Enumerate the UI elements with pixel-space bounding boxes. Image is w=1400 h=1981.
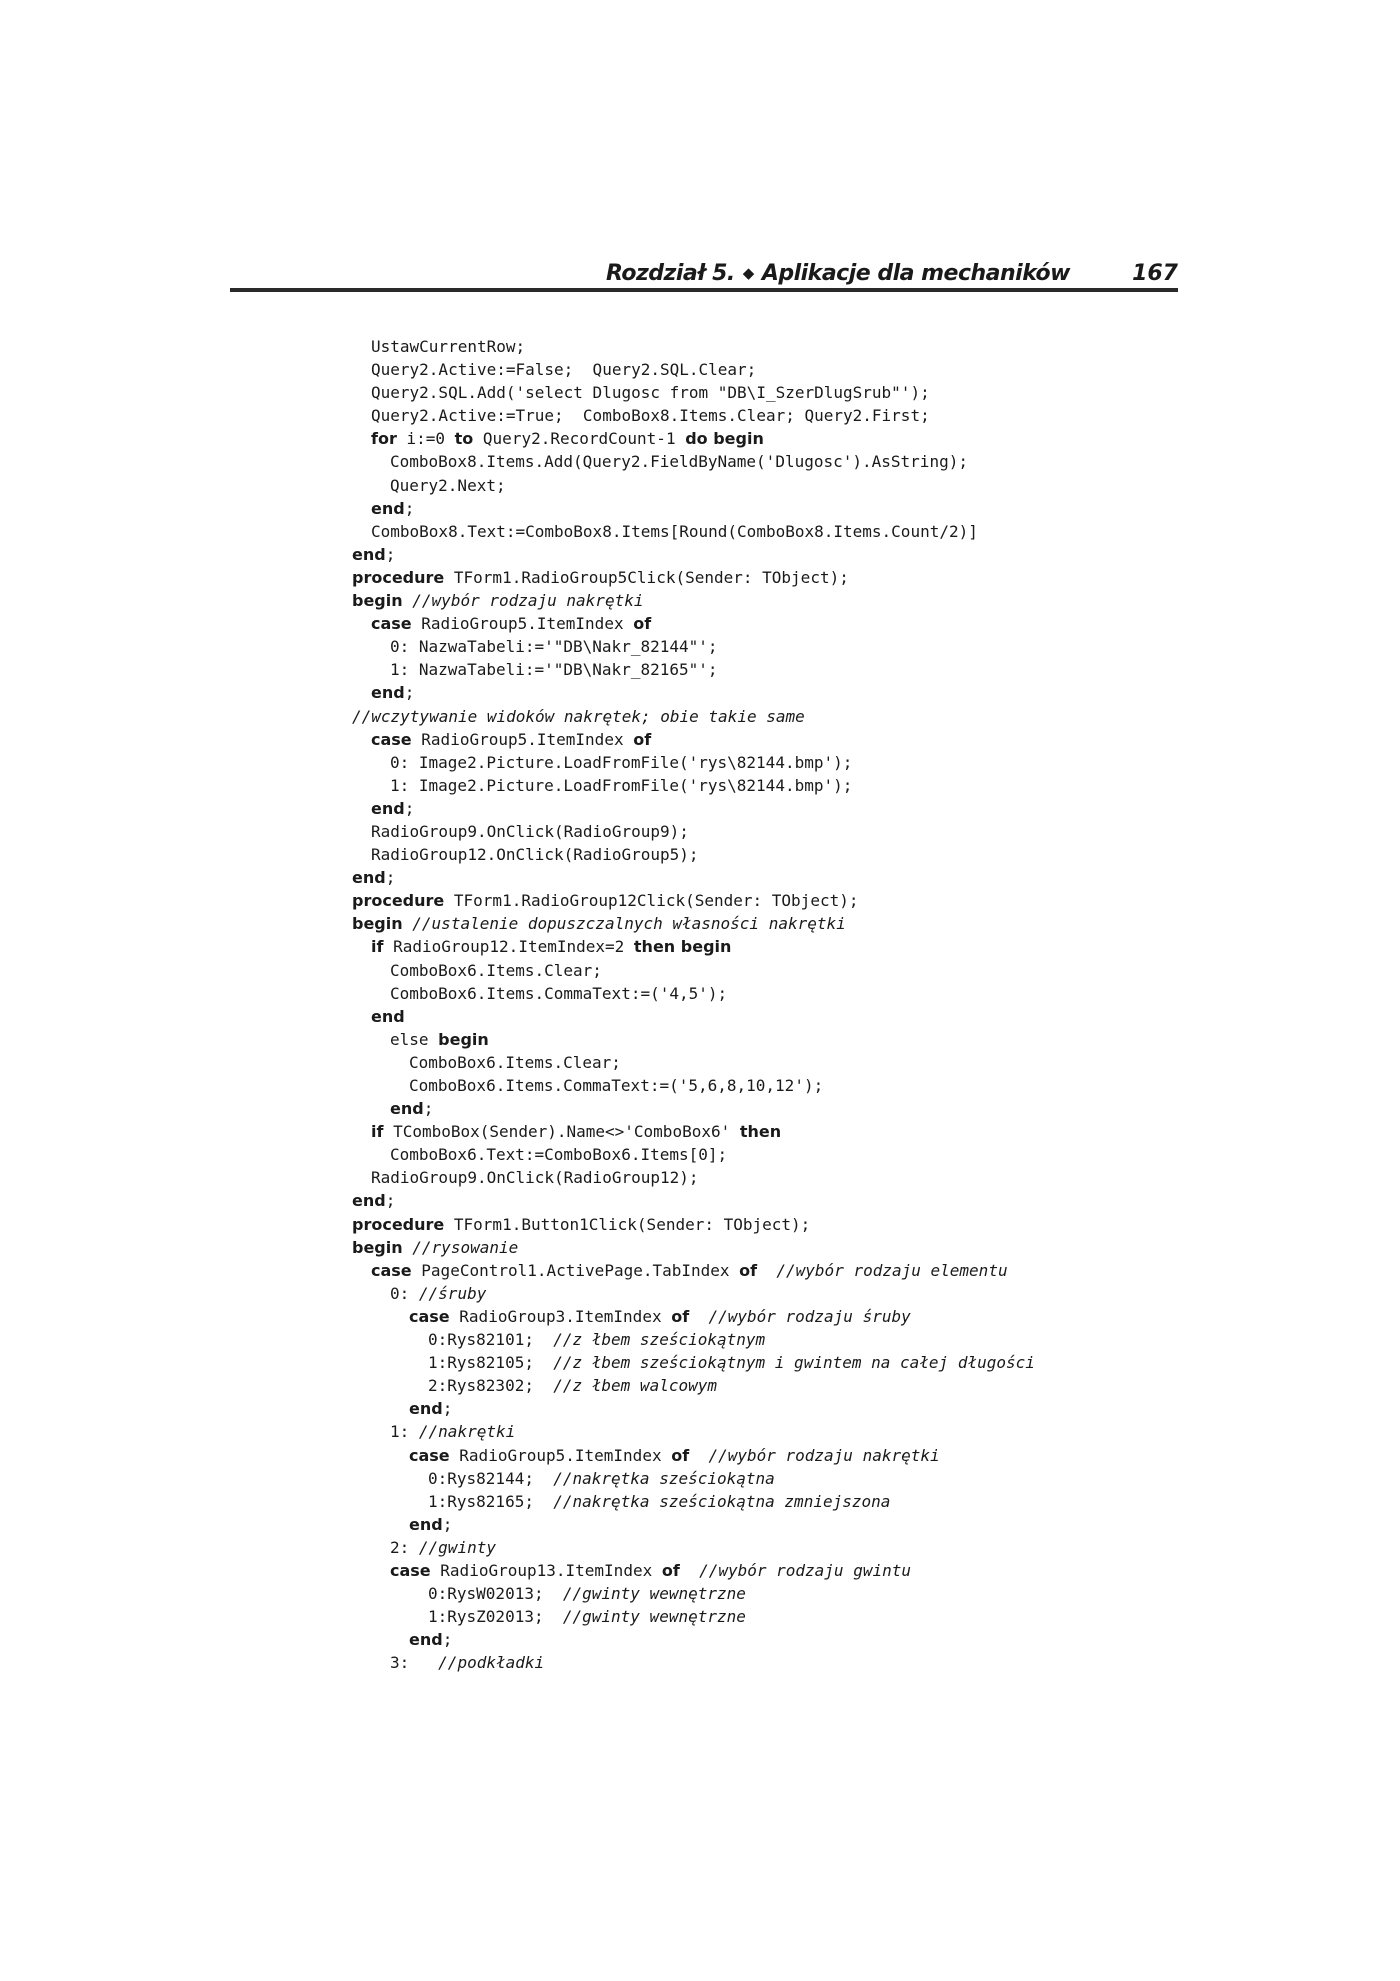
code-keyword: case — [371, 1260, 412, 1280]
code-keyword: case — [409, 1306, 450, 1326]
code-line — [352, 1005, 1192, 1028]
code-line — [352, 866, 1192, 889]
chapter-name: Aplikacje dla mechaników — [761, 261, 1070, 286]
code-keyword: of — [671, 1306, 690, 1326]
code-text: i:=0 — [396, 429, 455, 449]
code-text — [403, 591, 413, 610]
code-text: 1:Rys82165; — [428, 1491, 554, 1511]
code-keyword: end — [409, 1514, 443, 1534]
code-line — [352, 543, 1192, 566]
code-text: ComboBox6.Text:=ComboBox6.Items[0]; — [390, 1145, 728, 1165]
code-text: ComboBox6.Items.CommaText:=('5,6,8,10,12'); — [409, 1076, 824, 1095]
code-text: ComboBox8.Text:=ComboBox8.Items[Round(ComboBox8.Items.Count/2)] — [371, 521, 978, 541]
code-text: 1:RysZ02013; — [428, 1607, 563, 1627]
running-header — [230, 252, 1178, 292]
code-line — [352, 1467, 1192, 1490]
code-line — [352, 982, 1192, 1005]
code-text: ; — [385, 868, 396, 888]
code-line — [352, 1236, 1192, 1259]
code-line — [352, 404, 1192, 427]
code-keyword: begin — [352, 914, 403, 934]
code-comment: //nakrętka sześciokątna zmniejszona — [553, 1491, 891, 1511]
code-text: 0: NazwaTabeli:='"DB\Nakr_82144"'; — [390, 637, 718, 657]
code-line — [352, 1143, 1192, 1166]
code-line — [352, 1559, 1192, 1582]
code-keyword: of — [633, 729, 652, 749]
code-text: ; — [442, 1399, 453, 1419]
code-keyword: of — [671, 1445, 690, 1465]
code-keyword: end — [390, 1099, 424, 1119]
code-line — [352, 681, 1192, 704]
code-keyword: begin — [352, 1237, 403, 1257]
code-keyword: of — [633, 614, 652, 634]
code-line — [352, 774, 1192, 797]
code-line — [352, 1328, 1192, 1351]
code-line — [352, 1513, 1192, 1536]
code-text: ; — [404, 683, 415, 703]
code-line — [352, 497, 1192, 520]
code-keyword: end — [409, 1630, 443, 1650]
code-text: TForm1.RadioGroup12Click(Sender: TObject); — [444, 891, 859, 911]
code-text: 2:Rys82302; — [428, 1376, 554, 1396]
code-line — [352, 1213, 1192, 1236]
chapter-title — [606, 261, 1070, 286]
code-line — [352, 1282, 1192, 1305]
code-comment: //z łbem sześciokątnym — [553, 1330, 766, 1350]
code-keyword: begin — [352, 591, 403, 611]
code-keyword: then — [739, 1122, 782, 1142]
code-line — [352, 797, 1192, 820]
code-text — [757, 1261, 776, 1280]
code-keyword: end — [371, 1006, 405, 1026]
code-text: RadioGroup9.OnClick(RadioGroup9); — [371, 821, 689, 841]
code-text: 1: — [390, 1422, 419, 1442]
code-line — [352, 427, 1192, 450]
code-comment: //z łbem sześciokątnym i gwintem na całej długości — [553, 1353, 1035, 1373]
code-line — [352, 1351, 1192, 1374]
code-text: Query2.RecordCount-1 — [473, 429, 686, 449]
code-text: 0:Rys82101; — [428, 1330, 554, 1350]
code-keyword: begin — [438, 1029, 489, 1049]
code-line — [352, 1628, 1192, 1651]
code-line — [352, 381, 1192, 404]
code-text — [689, 1307, 708, 1326]
code-text: TForm1.RadioGroup5Click(Sender: TObject); — [444, 567, 849, 587]
code-text: Query2.SQL.Add('select Dlugosc from "DB\I_SzerDlugSrub"'); — [371, 383, 930, 403]
code-comment: //gwinty wewnętrzne — [562, 1584, 746, 1604]
code-text: ; — [404, 498, 415, 518]
code-line — [352, 1097, 1192, 1120]
code-text: ; — [385, 544, 396, 564]
header-rule — [230, 288, 1178, 292]
code-keyword: case — [409, 1445, 450, 1465]
code-text: Query2.Next; — [390, 475, 506, 495]
code-line — [352, 1259, 1192, 1282]
code-text: ComboBox6.Items.Clear; — [409, 1052, 621, 1072]
code-text — [403, 1238, 413, 1257]
code-text — [689, 1446, 708, 1465]
code-comment: //wybór rodzaju gwintu — [699, 1560, 911, 1580]
code-text: 0: — [390, 1283, 419, 1303]
code-comment: //podkładki — [438, 1653, 545, 1673]
code-line — [352, 358, 1192, 381]
code-line — [352, 912, 1192, 935]
code-text: RadioGroup13.ItemIndex — [430, 1560, 662, 1580]
code-text: 2: — [390, 1537, 419, 1557]
code-text: ComboBox6.Items.Clear; — [390, 960, 602, 980]
code-text: 1: Image2.Picture.LoadFromFile('rys\82144.bmp'); — [390, 775, 853, 795]
code-text: ; — [442, 1514, 453, 1534]
code-line — [352, 820, 1192, 843]
code-keyword: end — [352, 544, 386, 564]
code-line — [352, 1444, 1192, 1467]
code-text: RadioGroup5.ItemIndex — [411, 614, 634, 634]
code-line — [352, 889, 1192, 912]
code-line — [352, 1536, 1192, 1559]
code-line — [352, 635, 1192, 658]
chapter-label: Rozdział 5. — [606, 261, 735, 286]
code-line — [352, 1305, 1192, 1328]
code-keyword: procedure — [352, 1214, 445, 1234]
code-text — [403, 914, 413, 933]
code-line — [352, 566, 1192, 589]
code-keyword: procedure — [352, 891, 445, 911]
code-keyword: case — [371, 729, 412, 749]
code-text: PageControl1.ActivePage.TabIndex — [411, 1260, 740, 1280]
code-text: TComboBox(Sender).Name<>'ComboBox6' — [383, 1122, 740, 1142]
code-text: RadioGroup12.OnClick(RadioGroup5); — [371, 845, 699, 865]
code-line — [352, 1028, 1192, 1051]
code-line — [352, 1189, 1192, 1212]
code-comment: //z łbem walcowym — [553, 1376, 717, 1396]
code-keyword: if — [371, 937, 384, 957]
code-keyword: case — [390, 1560, 431, 1580]
code-text: RadioGroup12.ItemIndex=2 — [383, 937, 634, 957]
code-comment: //gwinty — [418, 1537, 496, 1557]
code-text: Query2.Active:=True; ComboBox8.Items.Clear; Query2.First; — [371, 406, 930, 426]
code-line — [352, 705, 1192, 728]
code-text: else — [390, 1029, 429, 1049]
code-text: 1: NazwaTabeli:='"DB\Nakr_82165"'; — [390, 660, 718, 680]
code-line — [352, 1074, 1192, 1097]
code-comment: //ustalenie dopuszczalnych własności nakrętki — [412, 914, 846, 934]
code-text: TForm1.Button1Click(Sender: TObject); — [444, 1214, 811, 1234]
code-keyword: end — [352, 1191, 386, 1211]
code-keyword: of — [661, 1560, 680, 1580]
code-line — [352, 1490, 1192, 1513]
code-text — [680, 1561, 699, 1580]
code-text: ; — [423, 1099, 434, 1119]
code-line — [352, 520, 1192, 543]
code-line — [352, 589, 1192, 612]
code-text: ComboBox6.Items.CommaText:=('4,5'); — [390, 983, 728, 1003]
code-line — [352, 1120, 1192, 1143]
code-text: ; — [385, 1191, 396, 1211]
code-line — [352, 612, 1192, 635]
code-line — [352, 1651, 1192, 1674]
code-line — [352, 658, 1192, 681]
code-text: 0:Rys82144; — [428, 1468, 554, 1488]
code-line — [352, 1420, 1192, 1443]
code-keyword: do begin — [685, 429, 764, 449]
code-line — [352, 474, 1192, 497]
code-text: RadioGroup3.ItemIndex — [449, 1306, 672, 1326]
code-line — [352, 728, 1192, 751]
code-line — [352, 450, 1192, 473]
code-line — [352, 959, 1192, 982]
code-line — [352, 1582, 1192, 1605]
code-text: ComboBox8.Items.Add(Query2.FieldByName('Dlugosc').AsString); — [390, 452, 968, 472]
code-line — [352, 843, 1192, 866]
code-comment: //wybór rodzaju nakrętki — [412, 591, 644, 611]
code-line — [352, 1051, 1192, 1074]
code-keyword: for — [371, 429, 397, 449]
code-line — [352, 935, 1192, 958]
code-line — [352, 1374, 1192, 1397]
code-keyword: if — [371, 1122, 384, 1142]
code-comment: //gwinty wewnętrzne — [562, 1607, 746, 1627]
code-text: ; — [404, 798, 415, 818]
code-keyword: end — [409, 1399, 443, 1419]
code-listing — [352, 335, 1192, 1674]
code-text: 0: Image2.Picture.LoadFromFile('rys\82144.bmp'); — [390, 752, 853, 772]
code-comment: //wybór rodzaju śruby — [708, 1306, 911, 1326]
code-keyword: case — [371, 614, 412, 634]
code-comment: //śruby — [418, 1283, 487, 1303]
code-text: Query2.Active:=False; Query2.SQL.Clear; — [371, 360, 757, 380]
code-keyword: end — [352, 868, 386, 888]
page-number: 167 — [1132, 261, 1178, 286]
code-line — [352, 1605, 1192, 1628]
code-comment: //wczytywanie widoków nakrętek; obie takie same — [352, 706, 805, 726]
code-keyword: end — [371, 498, 405, 518]
code-comment: //wybór rodzaju nakrętki — [708, 1445, 940, 1465]
code-comment: //wybór rodzaju elementu — [776, 1260, 1008, 1280]
diamond-icon: ◆ — [742, 264, 754, 282]
code-comment: //nakrętki — [418, 1422, 516, 1442]
code-line — [352, 1397, 1192, 1420]
code-line — [352, 1166, 1192, 1189]
code-line — [352, 335, 1192, 358]
code-keyword: to — [454, 429, 474, 449]
code-text: 0:RysW02013; — [428, 1584, 563, 1604]
code-text — [429, 1030, 439, 1049]
code-text: 1:Rys82105; — [428, 1353, 554, 1373]
code-keyword: end — [371, 798, 405, 818]
code-keyword: end — [371, 683, 405, 703]
code-text: RadioGroup9.OnClick(RadioGroup12); — [371, 1168, 699, 1188]
code-comment: //rysowanie — [412, 1237, 519, 1257]
code-comment: //nakrętka sześciokątna — [553, 1468, 775, 1488]
code-text: UstawCurrentRow; — [371, 337, 526, 356]
code-keyword: then begin — [633, 937, 732, 957]
code-keyword: procedure — [352, 567, 445, 587]
code-text: ; — [442, 1630, 453, 1650]
code-text: 3: — [390, 1653, 439, 1673]
code-line — [352, 751, 1192, 774]
code-text: RadioGroup5.ItemIndex — [449, 1445, 672, 1465]
code-keyword: of — [739, 1260, 758, 1280]
code-text: RadioGroup5.ItemIndex — [411, 729, 634, 749]
